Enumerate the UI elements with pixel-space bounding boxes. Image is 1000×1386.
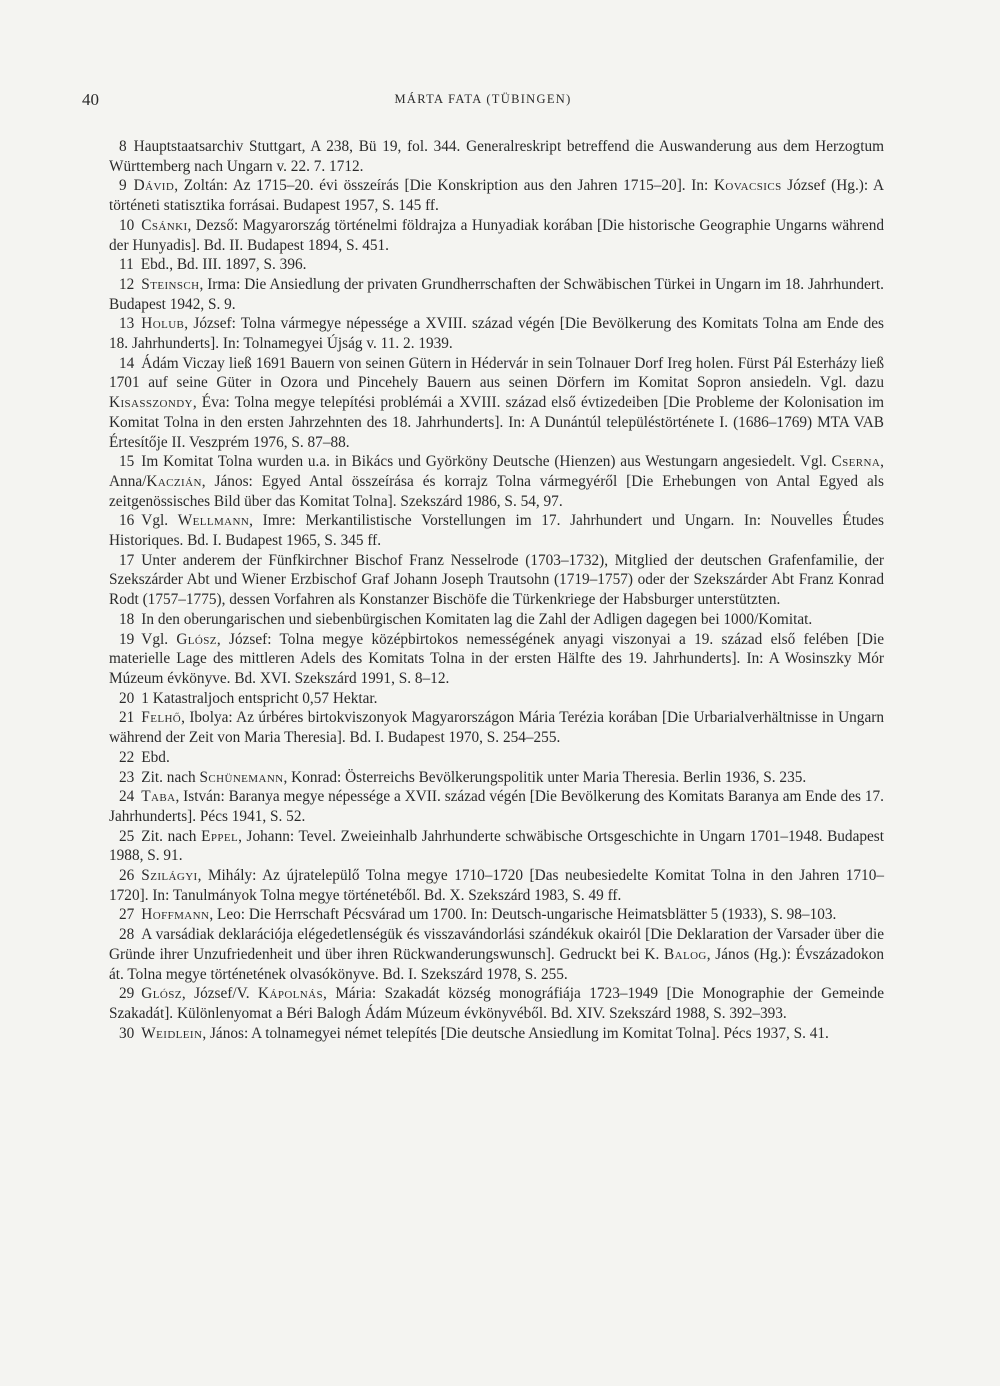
footnote-text: Im Komitat Tolna wurden u.a. in Bikács und Györköny Deutsche (Hienzen) aus Westungarn angesiedelt. Vgl. [141, 453, 832, 471]
footnote-text: Zit. nach [141, 768, 200, 786]
running-head: MÁRTA FATA (TÜBINGEN) [394, 92, 572, 106]
author-name: Weidlein [141, 1024, 203, 1042]
footnote-text: , János: Egyed Antal összeírása és korrajz Tolna vármegyéről [Die Erhebungen von Antal Egyed als zeitgenössisches Bild über das Komitat Tolna]. Szekszárd 1986, S. 54, 97. [109, 472, 884, 510]
footnote-number: 26 [119, 867, 135, 885]
footnote-27 [109, 905, 884, 925]
author-name: Steinsch [141, 275, 200, 293]
footnote-number: 28 [119, 926, 135, 944]
footnote-9 [109, 176, 884, 215]
footnote-text: , Johann: Tevel. Zweieinhalb Jahrhunderte schwäbische Ortsgeschichte in Ungarn 1701–1948. Budapest 1988, S. 91. [109, 827, 884, 865]
footnote-text: , János (Hg.): Évszázadokon át. Tolna megye történetének olvasókönyve. Bd. I. Szekszárd 1978, S. 255. [109, 945, 884, 983]
footnote-text: Vgl. [141, 512, 178, 530]
footnote-12 [109, 275, 884, 314]
page-number: 40 [82, 90, 99, 109]
author-name: Dávid [133, 177, 175, 195]
author-name: Felhő [141, 709, 182, 727]
footnote-number: 19 [119, 630, 135, 648]
footnote-text: Vgl. [141, 630, 177, 648]
footnote-24 [109, 787, 884, 826]
footnote-10 [109, 216, 884, 255]
footnote-text: , Irma: Die Ansiedlung der privaten Grundherrschaften der Schwäbischen Türkei in Ungarn im 18. Jahrhundert. Budapest 1942, S. 9. [109, 275, 884, 313]
footnote-number: 8 [119, 138, 127, 155]
footnote-number: 11 [119, 256, 134, 274]
footnote-number: 21 [119, 709, 135, 727]
footnote-text: , Éva: Tolna megye telepítési problémái a XVIII. század első évtizedeiben [Die Probleme der Kolonisation im Komitat Tolna in den ersten Jahrzehnten des 18. Jahrhunderts]. In: A Dunántúl településtörténete I. (1686–1769) MTA VAB Értesítője II. Veszprém 1976, S. 87–88. [109, 394, 884, 451]
footnote-text: A varsádiak deklarációja elégedetlenségük és visszavándorlási szándékuk okairól [Die Deklaration der Varsader über die Gründe ihrer Unzufriedenheit und über ihren Rückwanderungswunsch]. Gedruckt bei K. [109, 926, 884, 963]
footnote-text: Ádám Viczay ließ 1691 Bauern von seinen Gütern in Hédervár in sein Tolnauer Dorf Ireg holen. Fürst Pál Esterházy ließ 1701 auf seine Güter in Ozora und Pincehely Bauern aus seinen Dörfern im Komitat Sopron ansiedeln. Vgl. dazu [109, 354, 884, 392]
footnote-text: , Dezső: Magyarország történelmi földrajza a Hunyadiak korában [Die historische Geographie Ungarns während der Hunyadis]. Bd. II. Budapest 1894, S. 451. [109, 216, 884, 254]
footnote-20 [109, 689, 884, 709]
author-name: Cserna [831, 453, 881, 471]
footnote-text: , Konrad: Österreichs Bevölkerungspolitik unter Maria Theresia. Berlin 1936, S. 235. [283, 768, 807, 786]
footnote-number: 20 [119, 689, 135, 707]
footnote-text: , Zoltán: Az 1715–20. évi összeírás [Die Konskription aus den Jahren 1715–20]. In: [174, 177, 714, 195]
footnote-25 [109, 827, 884, 866]
footnote-18 [109, 610, 884, 630]
footnote-text: , János: A tolnamegyei német telepítés [Die deutsche Ansiedlung im Komitat Tolna]. Pécs 1937, S. 41. [202, 1024, 829, 1042]
author-name: Kisasszondy [109, 394, 193, 412]
footnote-26 [109, 866, 884, 905]
author-name: Glósz [141, 985, 182, 1003]
footnote-text: , Imre: Merkantilistische Vorstellungen im 17. Jahrhundert und Ungarn. In: Nouvelles Études Historiques. Bd. I. Budapest 1965, S. 345 ff. [109, 512, 884, 550]
footnote-text: , József: Tolna vármegye népessége a XVIII. század végén [Die Bevölkerung des Komitats Tolna am Ende des 18. Jahrhunderts]. In: Tolnamegyei Újság v. 11. 2. 1939. [109, 315, 884, 353]
footnote-number: 25 [119, 827, 135, 845]
author-name: Balog [664, 945, 707, 963]
footnote-text: , Mária: Szakadát község monográfiája 1723–1949 [Die Monographie der Gemeinde Szakadát]. Különlenyomat a Béri Balogh Ádám Múzeum évkönyvéből. Bd. XIV. Szekszárd 1988, S. 392–393. [109, 985, 884, 1022]
footnote-text: Zit. nach [141, 827, 202, 845]
footnote-text: , Leo: Die Herrschaft Pécsvárad um 1700. In: Deutsch-ungarische Heimatsblätter 5 (1933), S. 98–103. [209, 906, 837, 924]
author-name: Kovacsics [713, 177, 782, 195]
footnote-text: , József/V. [181, 985, 259, 1003]
footnote-number: 14 [119, 354, 135, 372]
footnote-text: , István: Baranya megye népessége a XVII. század végén [Die Bevölkerung des Komitats Baranya am Ende des 17. Jahrhunderts]. Pécs 1941, S. 52. [109, 788, 884, 825]
footnote-15 [109, 452, 884, 511]
author-name: Eppel [201, 827, 239, 845]
footnote-number: 16 [119, 512, 135, 530]
footnote-text: Ebd., Bd. III. 1897, S. 396. [140, 256, 307, 274]
footnote-28 [109, 925, 884, 984]
author-name: Szilágyi [141, 867, 198, 885]
author-name: Kaczián [146, 472, 202, 490]
footnote-text: 1 Katastraljoch entspricht 0,57 Hektar. [141, 689, 378, 707]
footnote-30 [109, 1024, 884, 1044]
footnote-number: 29 [119, 985, 135, 1003]
author-name: Taba [141, 788, 176, 806]
author-name: Glósz [176, 630, 217, 648]
footnote-17 [109, 551, 884, 610]
footnote-14 [109, 354, 884, 453]
footnote-number: 18 [119, 610, 135, 628]
footnote-23 [109, 768, 884, 788]
footnote-19 [109, 630, 884, 689]
author-name: Hoffmann [141, 906, 210, 924]
author-name: Holub [141, 315, 185, 333]
footnote-29 [109, 984, 884, 1023]
footnote-number: 9 [119, 177, 127, 195]
footnote-number: 12 [119, 275, 135, 293]
footnote-16 [109, 511, 884, 550]
footnote-22 [109, 748, 884, 768]
footnote-text: Unter anderem der Fünfkirchner Bischof Franz Nesselrode (1703–1732), Mitglied der deutschen Grafenfamilie, der Szekszárder Abt und Wiener Erzbischof Graf Johann Joseph Trautsohn (1719–1757) oder der Szekszárder Abt Franz Konrad Rodt (1757–1775), dessen Vorfahren als Konstanzer Bischöfe die Türkenkriege der Habsburger unterstützten. [109, 551, 884, 609]
author-name: Kápolnás [258, 985, 324, 1003]
footnote-text: József (Hg.): A történeti statisztika forrásai. Budapest 1957, S. 145 ff. [109, 177, 884, 215]
footnote-text: Hauptstaatsarchiv Stuttgart, A 238, Bü 19, fol. 344. Generalreskript betreffend die Auswanderung aus dem Herzogtum Württemberg nach Ungarn v. 22. 7. 1712. [109, 138, 884, 175]
footnote-number: 23 [119, 768, 135, 786]
footnote-number: 17 [119, 551, 135, 569]
author-name: Schünemann [199, 768, 284, 786]
author-name: Csánki [141, 216, 188, 234]
footnote-11 [109, 255, 884, 275]
author-name: Wellmann [177, 512, 250, 530]
footnote-text: , József: Tolna megye középbirtokos nemességének anyagi viszonyai a 19. század első felében [Die materielle Lage des mittleren Adels des Komitats Tolna in der ersten Hälfte des 19. Jahrhunderts]. In: A Wosinszky Mór Múzeum évkönyve. Bd. XVI. Szekszárd 1991, S. 8–12. [109, 630, 884, 687]
footnote-21 [109, 708, 884, 747]
footnote-number: 30 [119, 1024, 135, 1042]
footnote-text: Ebd. [141, 748, 170, 766]
footnote-number: 10 [119, 216, 135, 234]
footnote-number: 24 [119, 788, 135, 806]
footnote-13 [109, 314, 884, 353]
footnote-number: 27 [119, 906, 135, 924]
footnote-text: In den oberungarischen und siebenbürgischen Komitaten lag die Zahl der Adligen dagegen bei 1000/Komitat. [141, 610, 813, 628]
footnote-number: 22 [119, 748, 135, 766]
footnote-text: , Ibolya: Az úrbéres birtokviszonyok Magyarországon Mária Terézia korában [Die Urbarialverhältnisse in Ungarn während der Zeit von Maria Theresia]. Bd. I. Budapest 1970, S. 254–255. [109, 709, 884, 747]
footnote-text: , Mihály: Az újratelepülő Tolna megye 1710–1720 [Das neubesiedelte Komitat Tolna in den Jahren 1710–1720]. In: Tanulmányok Tolna megye történetéből. Bd. X. Szekszárd 1983, S. 49 ff. [109, 867, 884, 904]
footnote-number: 13 [119, 315, 135, 333]
footnote-8 [109, 137, 884, 176]
footnotes-list [109, 137, 884, 1043]
footnote-number: 15 [119, 453, 135, 471]
footnote-text: , Anna/ [109, 453, 884, 490]
page-header [82, 90, 884, 114]
